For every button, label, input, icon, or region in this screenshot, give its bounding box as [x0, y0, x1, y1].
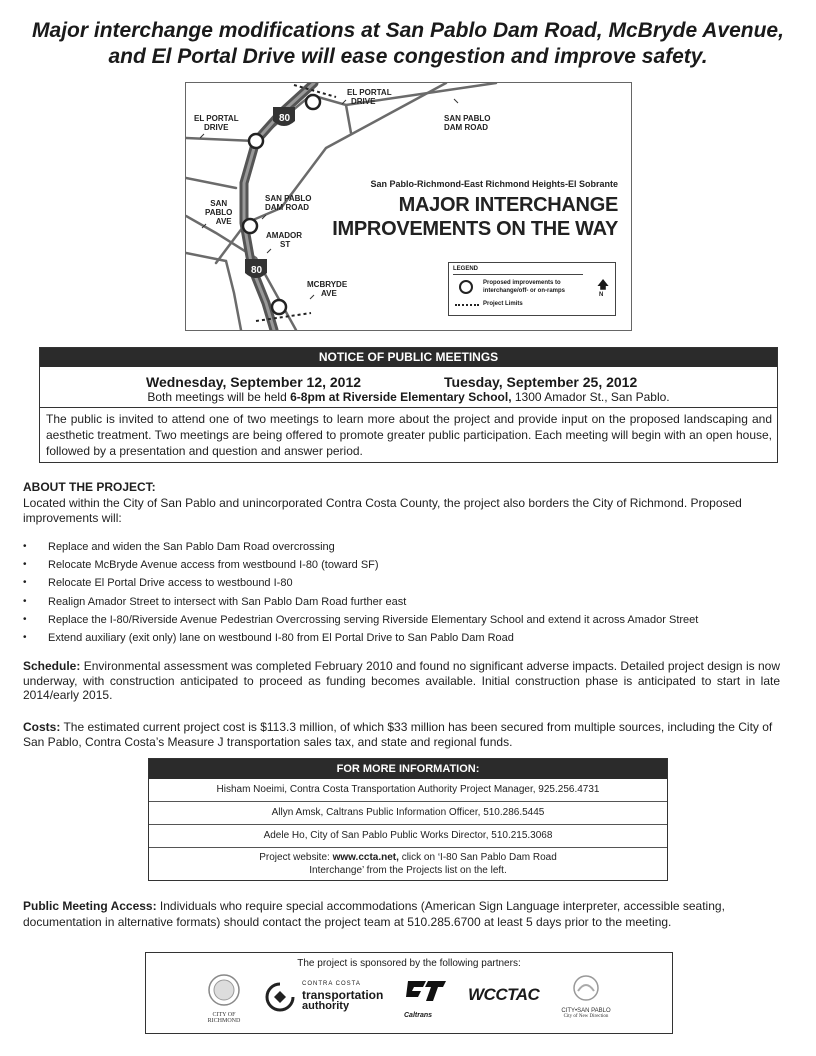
legend-circle-icon	[459, 280, 473, 294]
san-pablo-ave-line	[186, 253, 241, 330]
shield-top-number: 80	[279, 113, 291, 124]
meeting-date-1: Wednesday, September 12, 2012	[146, 374, 362, 390]
interchange-mcbryde-icon	[272, 300, 286, 314]
label-spdr-right: SAN PABLO DAM ROAD	[444, 114, 491, 132]
costs-text: The estimated current project cost is $113.3 million, of which $33 million has been secured from multiple sources, including the City of San Pablo, Contra Costa’s Measure J transportation sales tax, and state and regional funds.	[23, 720, 773, 749]
table-row: Adele Ho, City of San Pablo Public Works Director, 510.215.3068	[149, 824, 667, 847]
about-heading: ABOUT THE PROJECT:	[23, 480, 156, 494]
arrow-amador-icon	[267, 249, 271, 253]
interchange-el-portal-north-icon	[306, 95, 320, 109]
contact-table-title: FOR MORE INFORMATION:	[149, 759, 667, 779]
headline-line-1: Major interchange modifications at San Pablo Dam Road, McBryde Avenue,	[32, 19, 784, 42]
label-el-portal-top: EL PORTAL DRIVE	[347, 88, 392, 106]
richmond-seal-icon	[202, 973, 246, 1007]
list-item: • Extend auxiliary (exit only) lane on westbound I-80 from El Portal Drive to San Pablo Dam Road	[23, 629, 793, 647]
map-legend	[448, 262, 616, 316]
north-arrow-icon: 🡅	[597, 279, 609, 291]
legend-dashed-line-icon	[455, 304, 479, 306]
ccta-swirl-icon	[264, 981, 296, 1013]
list-item: • Replace and widen the San Pablo Dam Road overcrossing	[23, 538, 793, 556]
shield-bottom-number: 80	[251, 265, 263, 276]
table-row: Allyn Amsk, Caltrans Public Information Officer, 510.286.5445	[149, 801, 667, 824]
label-el-portal-left: EL PORTAL DRIVE	[194, 114, 239, 132]
access-label: Public Meeting Access:	[23, 899, 157, 913]
label-amador: AMADOR ST	[266, 231, 302, 249]
project-map	[185, 82, 632, 331]
meeting-location: Both meetings will be held 6-8pm at Riverside Elementary School, 1300 Amador St., San Pablo.	[147, 390, 670, 404]
legend-item-improvements: Proposed improvements to interchange/off- or on-ramps	[483, 280, 566, 294]
table-row-website: Project website: www.ccta.net, click on ‘I-80 San Pablo Dam Road Interchange’ from the Projects list on the left.	[149, 847, 667, 880]
arrow-spdr-right-icon	[454, 99, 458, 103]
list-item: • Relocate McBryde Avenue access from westbound I-80 (toward SF)	[23, 556, 793, 574]
interchange-san-pablo-dam-icon	[243, 219, 257, 233]
legend-title: LEGEND	[453, 266, 479, 272]
project-limit-south	[256, 313, 311, 321]
notice-body: The public is invited to attend one of two meetings to learn more about the project and provide input on the proposed landscaping and aesthetic treatment. Two meetings are being offered to promote greater public participation. Each meeting will begin with an open house, followed by a presentation and question and answer period.	[46, 412, 772, 458]
table-row: Hisham Noeimi, Contra Costa Transportation Authority Project Manager, 925.256.4731	[216, 784, 600, 795]
website-link[interactable]: www.ccta.net,	[332, 852, 399, 863]
access-paragraph	[23, 898, 753, 930]
label-mcbryde: MCBRYDE AVE	[307, 280, 348, 298]
improvements-list	[23, 538, 793, 647]
schedule-label: Schedule:	[23, 659, 81, 673]
map-subtitle: San Pablo-Richmond-East Richmond Heights-El Sobrante	[370, 179, 618, 189]
north-label: N	[599, 292, 604, 298]
schedule-text: Environmental assessment was completed February 2010 and found no significant adverse impacts. Detailed project design is now underway, with construction anticipated to proceed as funding becomes available. Initial construction phase is anticipated to start in late 2014/early 2015.	[23, 659, 780, 702]
sponsors-box: The project is sponsored by the following partners: CITY OF RICHMOND CONTRA COSTA transportation authority Caltrans WCCTAC CITY•SAN PABLO City of New Direction	[145, 952, 673, 1034]
costs-paragraph	[23, 720, 780, 749]
label-spdr-mid: SAN PABLO DAM ROAD	[265, 194, 312, 212]
list-item: • Realign Amador Street to intersect with San Pablo Dam Road further east	[23, 593, 793, 611]
list-item: • Relocate El Portal Drive access to westbound I-80	[23, 574, 793, 592]
san-pablo-emblem-icon	[556, 973, 616, 1003]
label-san-pablo-ave: SAN PABLO AVE	[205, 199, 233, 226]
access-text: Individuals who require special accommodations (American Sign Language interpreter, accessible seating, documentation in alternative formats) should contact the project team at 510.285.6700 at least 5 days prior to the meeting.	[23, 899, 725, 929]
legend-divider	[453, 274, 583, 275]
el-portal-spur	[346, 105, 351, 133]
west-road	[186, 178, 236, 188]
schedule-paragraph	[23, 659, 780, 703]
list-item: • Replace the I-80/Riverside Avenue Pedestrian Overcrossing serving Riverside Elementary School and extend it across Amador Street	[23, 611, 793, 629]
wcctac-logo: WCCTAC	[468, 985, 540, 1004]
interchange-el-portal-icon	[249, 134, 263, 148]
city-of-san-pablo-logo: CITY•SAN PABLO City of New Direction	[556, 973, 616, 1019]
sponsors-title: The project is sponsored by the following partners:	[297, 958, 521, 969]
map-title: MAJOR INTERCHANGE IMPROVEMENTS ON THE WAY	[332, 194, 618, 240]
arrow-el-portal-left-icon	[200, 134, 204, 138]
caltrans-logo: Caltrans	[404, 979, 448, 1017]
about-body: Located within the City of San Pablo and unincorporated Contra Costa County, the project also borders the City of Richmond. Proposed improvements will:	[23, 496, 742, 525]
contact-table	[148, 758, 668, 881]
el-portal-road	[186, 83, 496, 141]
meeting-date-2: Tuesday, September 25, 2012	[444, 374, 638, 390]
notice-box	[39, 347, 778, 463]
city-of-richmond-logo: CITY OF RICHMOND	[202, 973, 246, 1024]
notice-divider	[40, 407, 777, 408]
caltrans-mark-icon	[404, 979, 448, 1009]
notice-title: NOTICE OF PUBLIC MEETINGS	[40, 348, 777, 367]
headline	[0, 18, 816, 70]
legend-item-limits: Project Limits	[483, 301, 523, 307]
costs-label: Costs:	[23, 720, 61, 734]
headline-line-2: and El Portal Drive will ease congestion and improve safety.	[108, 45, 708, 68]
